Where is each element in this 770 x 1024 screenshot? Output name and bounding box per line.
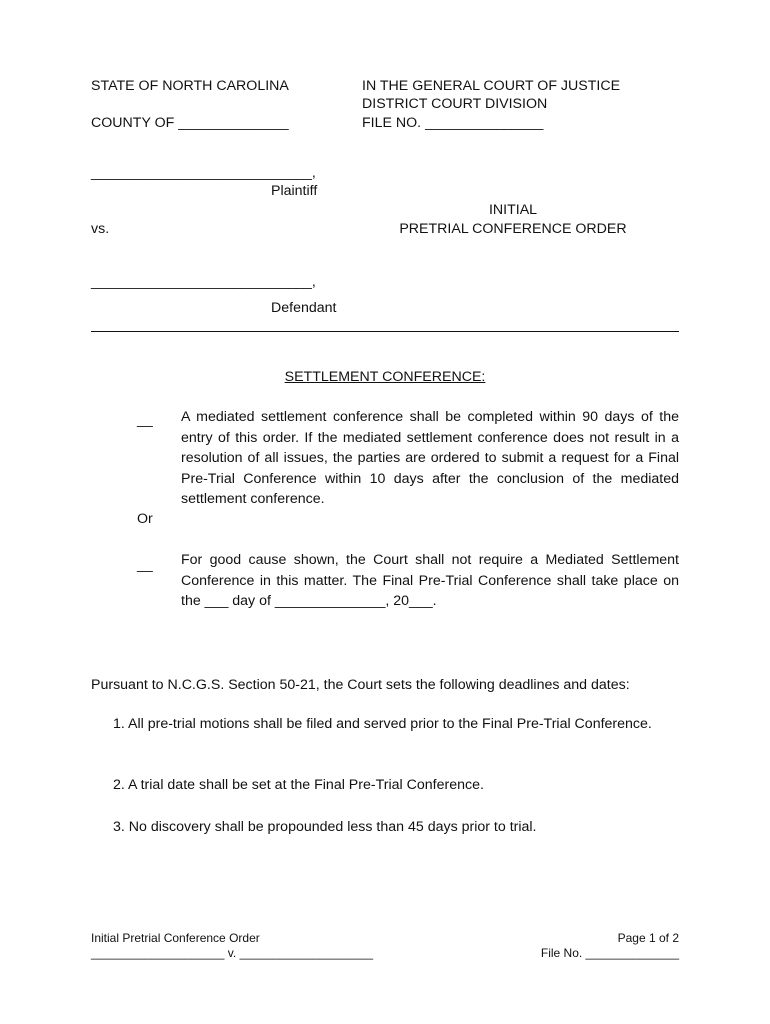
order-title-line-1: INITIAL — [488, 202, 538, 218]
deadline-item-1: 1. All pre-trial motions shall be filed and served prior to the Final Pre-Trial Conference. — [113, 716, 652, 732]
option-1-text: A mediated settlement conference shall be completed within 90 days of the entry of this order. If the mediated settlement conference does not result in a resolution of all issues, the parties are ordered to submit a request for a Final Pre-Trial Conference within 10 days after the conclusion of the mediated settlement conference. — [181, 409, 679, 507]
county-label: COUNTY OF ______________ — [91, 115, 289, 131]
order-title-line-2: PRETRIAL CONFERENCE ORDER — [399, 221, 627, 237]
footer-title: Initial Pretrial Conference Order — [91, 931, 260, 945]
footer-page-number: Page 1 of 2 — [617, 931, 679, 945]
file-number-label: FILE NO. _______________ — [362, 115, 544, 131]
defendant-label: Defendant — [271, 300, 337, 316]
deadline-item-2: 2. A trial date shall be set at the Final Pre-Trial Conference. — [113, 777, 484, 793]
court-line-2: DISTRICT COURT DIVISION — [362, 96, 548, 112]
versus-label: vs. — [91, 221, 110, 237]
footer-parties: ____________________ v. ____________________ — [91, 946, 374, 960]
deadlines-intro: Pursuant to N.C.G.S. Section 50-21, the Court sets the following deadlines and dates: — [91, 677, 630, 693]
footer-file-number: File No. ______________ — [540, 946, 679, 960]
plaintiff-label: Plaintiff — [271, 183, 318, 199]
deadline-item-3: 3. No discovery shall be propounded less than 45 days prior to trial. — [113, 819, 537, 835]
option-2-checkbox-blank: __ — [137, 557, 153, 573]
or-label: Or — [137, 511, 153, 527]
state-label: STATE OF NORTH CAROLINA — [91, 78, 289, 94]
defendant-blank: ____________________________, — [91, 274, 316, 290]
caption-divider — [91, 331, 679, 332]
court-line-1: IN THE GENERAL COURT OF JUSTICE — [362, 78, 621, 94]
option-2-text: For good cause shown, the Court shall not require a Mediated Settlement Conference in this matter. The Final Pre-Trial Conference shall take place on the ___ day of ______________, 20___. — [181, 552, 679, 609]
settlement-heading: SETTLEMENT CONFERENCE: — [284, 369, 486, 385]
plaintiff-blank: ____________________________, — [91, 165, 316, 181]
option-1-checkbox-blank: __ — [137, 412, 153, 428]
